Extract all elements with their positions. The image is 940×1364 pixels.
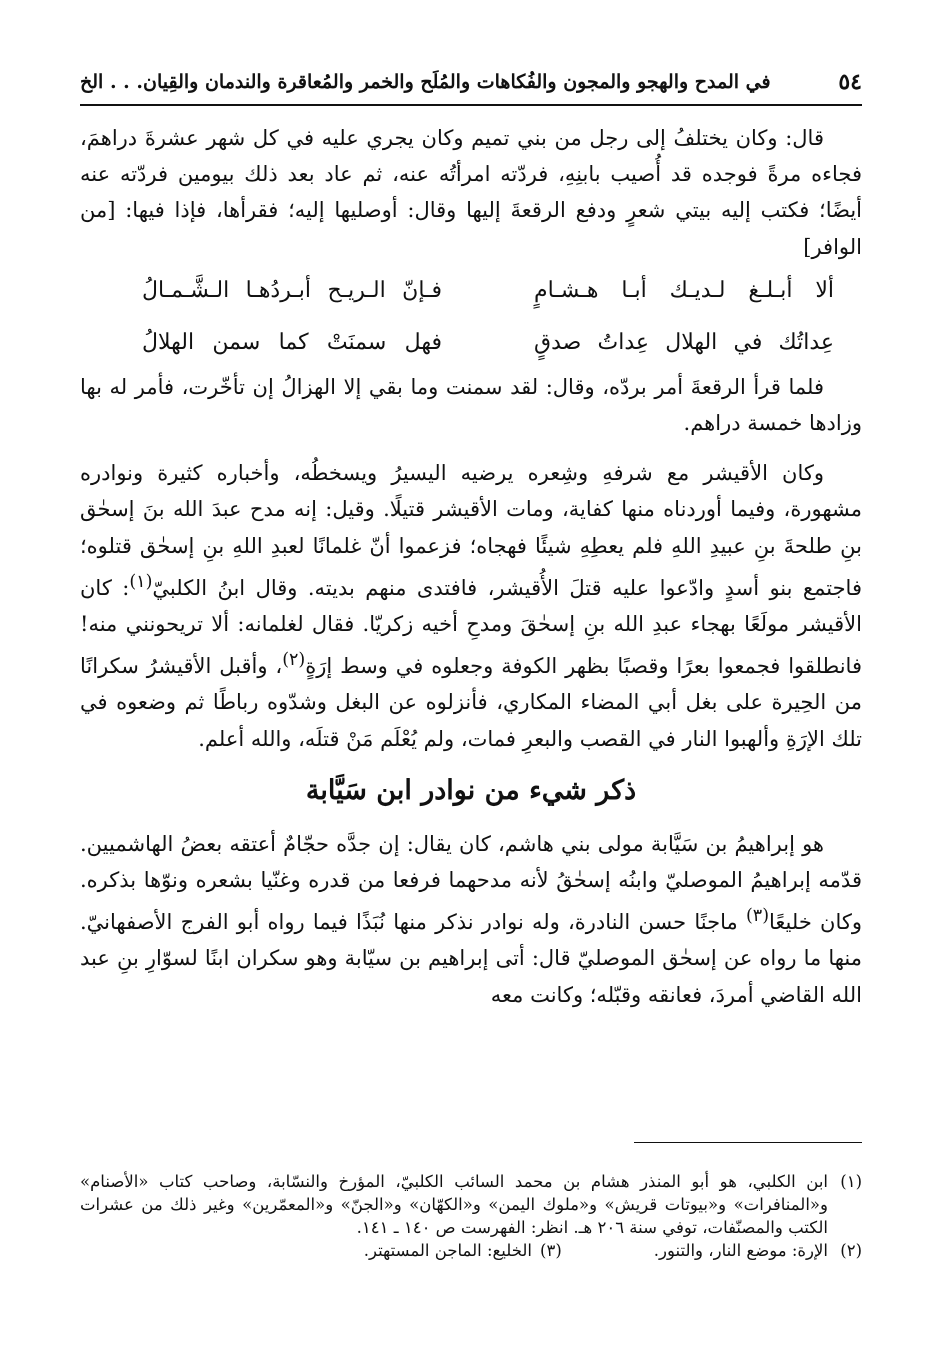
verse-line-1 [142, 265, 834, 317]
paragraph-3-part-b: : كان الأقيشر مولَعًا بهجاء عبدِ الله بنِ إسحٰقَ ومدحِ أخيه زكريّا. فقال لغلمانه: ألا تريحونني منه! فانطلقوا فجمعوا بعرًا وقصبًا بظهر الكوفة وجعلوه في وسط إرَةٍ [80, 575, 862, 679]
paragraph-4 [80, 826, 862, 1013]
footnote-2-text: الإرة: موضع النار، والتنور. [653, 1241, 828, 1260]
footnote-1-number: (١) [840, 1172, 862, 1191]
header-rule [80, 104, 862, 106]
paragraph-4-part-b: ماجنًا حسن النادرة، وله نوادر نذكر منها نُبَذًا فيما رواه أبو الفرج الأصفهانيّ. منها ما رواه عن إسحٰق الموصليّ قال: أتى إبراهيم بن سيّابة وهو سكران ابنًا لسوّارِ بنِ عبد الله القاضي أمردَ، فعانقه وقبّله؛ وكانت معه [80, 910, 862, 1007]
main-text [80, 120, 862, 1013]
footnote-ref-3: (٣) [745, 906, 770, 927]
footnote-ref-2: (٢) [282, 650, 306, 671]
running-title: في المدح والهجو والمجون والفُكاهات والمُلَح والخمر والمُعاقرة والندمان والقِيان. . . الخ [80, 71, 771, 93]
section-title: ذكر شيء من نوادر ابن سَيَّابة [305, 774, 637, 806]
paragraph-1: قال: وكان يختلفُ إلى رجل من بني تميم وكان يجري عليه في كل شهر عشرةَ دراهمَ، فجاءه مرةً فوجده قد أُصيب بابنِهِ، فردّته امرأتُه عنه، ثم عاد بعد ذلك بيومين فردّته عنه أيضًا؛ فكتب إليه بيتي شعرٍ ودفع الرقعةَ إليها وقال: أوصليها إليه؛ فقرأها، فإذا فيها: [من الوافر] [80, 126, 862, 259]
footnote-ref-1: (١) [129, 571, 153, 592]
footnote-3-text: الخليع: الماجن المستهتر. [363, 1241, 532, 1260]
paragraph-3-part-a: وكان الأقيشر مع شرفهِ وشِعره يرضيه اليسيرُ ويسخطُه، وأخباره كثيرة ونوادره مشهورة، وفيما أوردناه منها كفاية، ومات الأقيشر قتيلًا. وقيل: إنه مدح عبدَ الله بنَ إسحٰق بنِ طلحةَ بنِ عبيدِ اللهِ فلم يعطِهِ شيئًا فهجاه؛ فزعموا أنّ غلمانًا لعبدِ اللهِ بنِ إسحٰق قتلوه؛ فاجتمع بنو أسدٍ وادّعوا عليه قتلَ الأُقيشر، فافتدى منهم بديته. وقال ابنُ الكلبيّ [80, 461, 862, 600]
page-number: ٥٤ [838, 69, 862, 95]
footnote-2-3 [80, 1239, 862, 1262]
footnotes [80, 1170, 862, 1262]
footnote-1-text: ابن الكلبي، هو أبو المنذر هشام بن محمد السائب الكلبيّ، المؤرخ والنسّابة، وصاحب كتاب «الأصنام» و«المنافرات» و«بيوتات قريش» و«ملوك اليمن» و«الكهّان» و«الجنّ» و«المعمّرين» وغير ذلك من عشرات الكتب والمصنّفات، توفي سنة ٢٠٦ هـ. انظر: الفهرست ص ١٤٠ ـ ١٤١. [80, 1172, 828, 1237]
footnote-1 [80, 1170, 862, 1239]
paragraph-3 [80, 455, 862, 757]
paragraph-2: فلما قرأ الرقعةَ أمر بردّه، وقال: لقد سمنت وما بقي إلا الهزالُ إن تأخّرت، فأمر له بها وزادها خمسة دراهم. [80, 374, 862, 436]
running-header [80, 62, 862, 102]
footnote-3-number: (٣) [540, 1241, 562, 1260]
footnote-2-number: (٢) [840, 1241, 862, 1260]
verse-line-2 [142, 317, 834, 369]
paragraph-4-part-a: هو إبراهيمُ بن سَيَّابة مولى بني هاشم، كان يقال: إن جدَّه حجّامٌ أعتقه بعضُ الهاشميين. قدّمه إبراهيمُ الموصليّ وابنُه إسحٰقُ لأنه مدحهما فرفعا من قدره وغنّيا بشعره ونوّها بذكره. وكان خليعًا [80, 831, 862, 935]
footnote-rule [634, 1142, 862, 1143]
verse-2-second-hemistich: فهل سمنَتْ كما سمن الهلالُ [142, 330, 442, 356]
verse-1-first-hemistich: ألا أبـلـغ لـديـك أبـا هـشـامٍ [534, 278, 834, 304]
paragraph-3-part-c: ، وأقبل الأقيشرُ سكرانًا من الحِيرة على بغل أبي المضاء المكاري، فأنزلوه عن البغل وشدّوه رباطًا ثم وضعوه في تلك الإرَةِ وألهبوا النار في القصب والبعرِ فمات، ولم يُعْلَم مَنْ قتلَه، والله أعلم. [80, 654, 862, 751]
verse-2-first-hemistich: عِداتُك في الهلال عِداتُ صدقٍ [534, 330, 834, 356]
verse-1-second-hemistich: فـإنّ الـريـح أبـردُهـا الـشَّـمـالُ [142, 278, 442, 304]
